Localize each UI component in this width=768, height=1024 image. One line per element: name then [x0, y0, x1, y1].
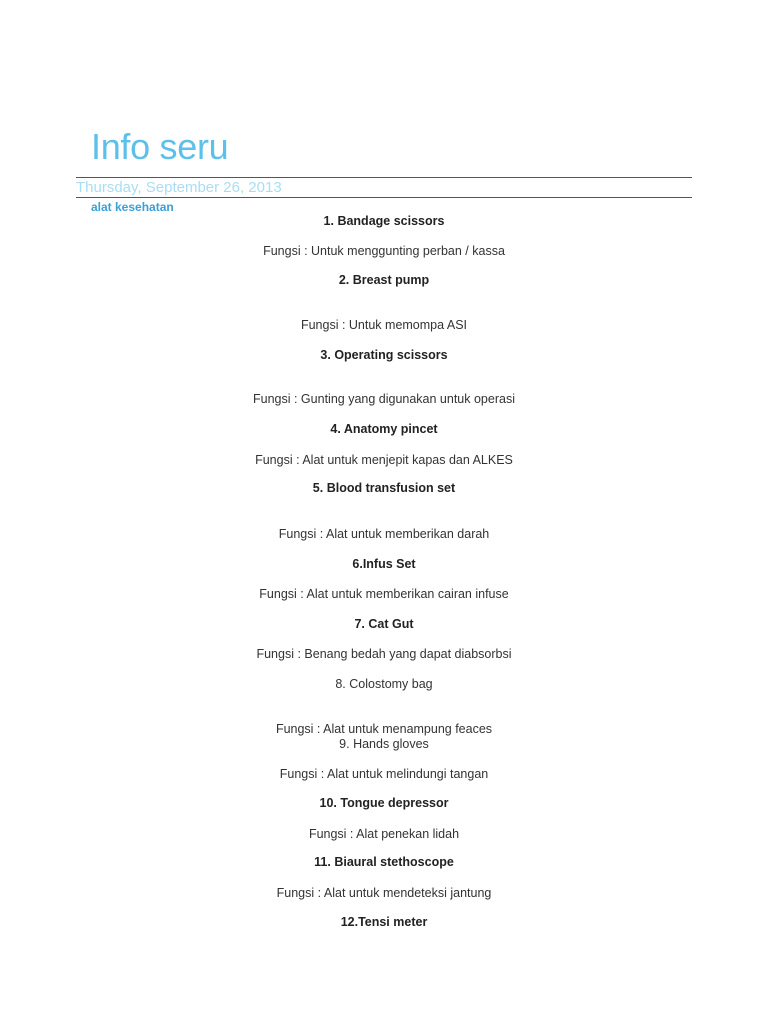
item-name: 8. Colostomy bag [335, 677, 433, 691]
header-divider-bottom [76, 197, 692, 198]
item-name: 2. Breast pump [338, 273, 430, 287]
item-function: Fungsi : Alat untuk menampung feaces [275, 722, 493, 736]
item-function: Fungsi : Gunting yang digunakan untuk operasi [253, 392, 515, 406]
item-name: 3. Operating scissors [320, 348, 448, 362]
blog-title[interactable]: Info seru [91, 126, 229, 167]
item-function: Fungsi : Benang bedah yang dapat diabsorbsi [256, 647, 512, 661]
item-name: 6.Infus Set [352, 557, 416, 571]
item-function: Fungsi : Alat untuk memberikan cairan infuse [259, 587, 509, 601]
post-title[interactable]: alat kesehatan [91, 200, 174, 214]
item-name: 9. Hands gloves [339, 737, 429, 751]
item-function: Fungsi : Alat untuk memberikan darah [278, 527, 490, 541]
item-name: 1. Bandage scissors [323, 214, 445, 228]
item-function: Fungsi : Alat untuk melindungi tangan [279, 767, 489, 781]
item-function: Fungsi : Untuk memompa ASI [300, 318, 468, 332]
item-function: Fungsi : Untuk menggunting perban / kassa [263, 244, 505, 258]
item-name: 12.Tensi meter [340, 915, 428, 929]
post-date: Thursday, September 26, 2013 [76, 179, 282, 196]
item-name: 10. Tongue depressor [319, 796, 449, 810]
item-function: Fungsi : Alat untuk mendeteksi jantung [276, 886, 492, 900]
item-name: 7. Cat Gut [354, 617, 414, 631]
item-function: Fungsi : Alat untuk menjepit kapas dan ALKES [255, 453, 513, 467]
item-name: 5. Blood transfusion set [312, 481, 456, 495]
item-name: 4. Anatomy pincet [330, 422, 438, 436]
item-name: 11. Biaural stethoscope [314, 855, 454, 869]
item-function: Fungsi : Alat penekan lidah [308, 827, 460, 841]
